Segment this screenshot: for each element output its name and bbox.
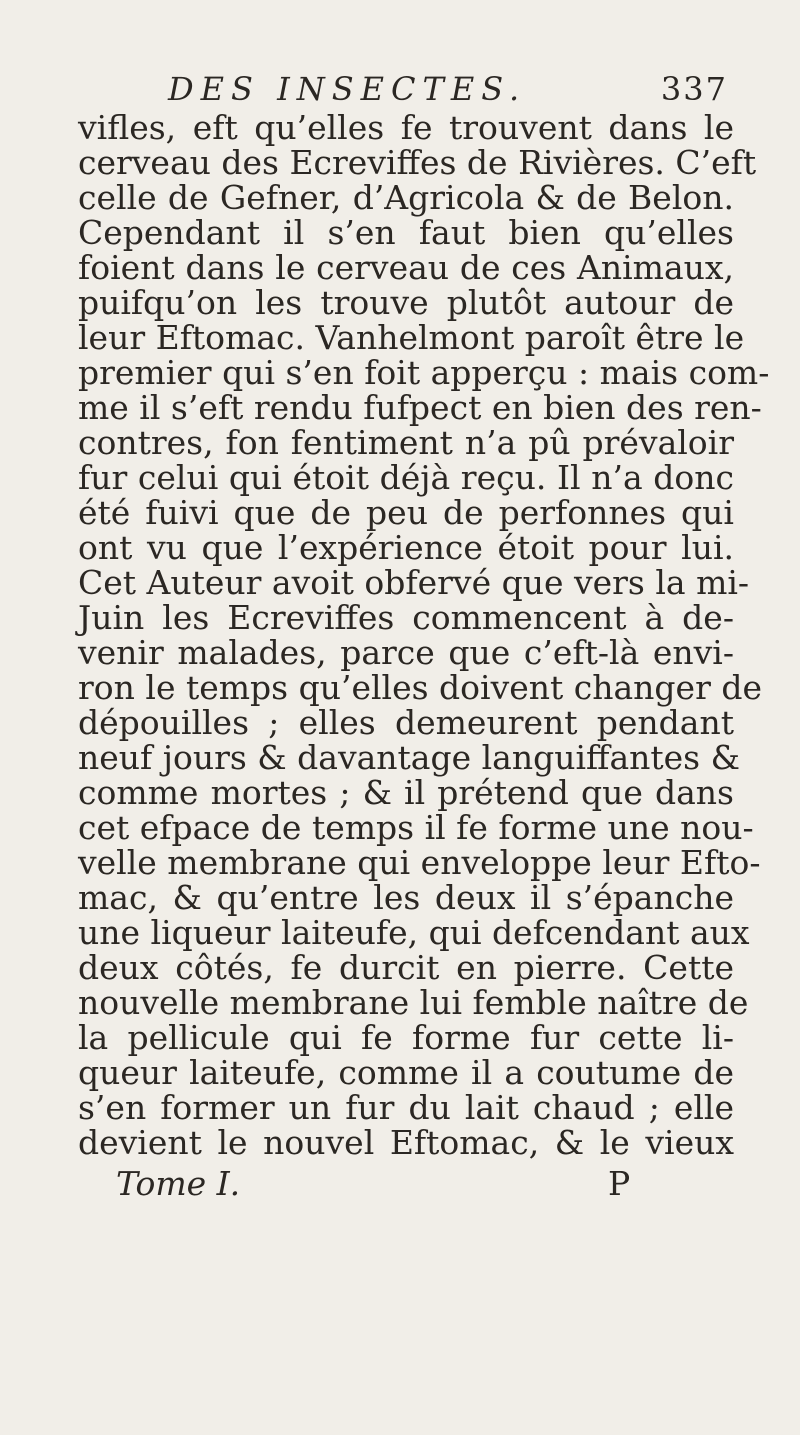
text-line: été fuivi que de peu de perfonnes qui (78, 493, 734, 532)
text-line: cerveau des Ecreviffes de Rivières. C’eft (78, 143, 757, 182)
text-line: s’en former un fur du lait chaud ; elle (78, 1088, 734, 1127)
text-line: queur laiteufe, comme il a coutume de (78, 1053, 734, 1092)
text-line: contres, fon fentiment n’a pû prévaloir (78, 423, 734, 462)
text-line: Cet Auteur avoit obfervé que vers la mi- (78, 563, 750, 602)
text-line: velle membrane qui enveloppe leur Efto- (78, 843, 761, 882)
running-head (168, 70, 728, 110)
text-line: fur celui qui étoit déjà reçu. Il n’a donc (78, 458, 734, 497)
text-line: Juin les Ecreviffes commencent à de- (78, 598, 734, 637)
text-line: premier qui s’en foit apperçu : mais com- (78, 353, 770, 392)
signature-mark: P (608, 1164, 631, 1203)
text-line: celle de Gefner, d’Agricola & de Belon. (78, 178, 734, 217)
text-line: vifles, eft qu’elles fe trouvent dans le (78, 108, 734, 147)
volume-label: Tome I. (116, 1164, 241, 1203)
text-line: deux côtés, fe durcit en pierre. Cette (78, 948, 734, 987)
text-line: dépouilles ; elles demeurent pendant (78, 703, 734, 742)
text-line: une liqueur laiteufe, qui defcendant aux (78, 913, 750, 952)
text-line: foient dans le cerveau de ces Animaux, (78, 248, 734, 287)
text-line: leur Eftomac. Vanhelmont paroît être le (78, 318, 745, 357)
running-title: DES INSECTES. (168, 70, 527, 108)
text-line: la pellicule qui fe forme fur cette li- (78, 1018, 734, 1057)
text-line: comme mortes ; & il prétend que dans (78, 773, 734, 812)
text-line: cet efpace de temps il fe forme une nou- (78, 808, 754, 847)
text-line: mac, & qu’entre les deux il s’épanche (78, 878, 734, 917)
text-line: puifqu’on les trouve plutôt autour de (78, 283, 734, 322)
text-line: me il s’eft rendu fufpect en bien des ren- (78, 388, 762, 427)
text-line: neuf jours & davantage languiffantes & (78, 738, 740, 777)
text-line: nouvelle membrane lui femble naître de (78, 983, 749, 1022)
page-number: 337 (660, 70, 728, 108)
text-line: Cependant il s’en faut bien qu’elles (78, 213, 734, 252)
text-line: venir malades, parce que c’eft-là envi- (78, 633, 734, 672)
page-footer (78, 1164, 734, 1204)
text-line: ron le temps qu’elles doivent changer de (78, 668, 763, 707)
text-line: devient le nouvel Eftomac, & le vieux (78, 1123, 734, 1162)
text-line: ont vu que l’expérience étoit pour lui. (78, 528, 734, 567)
